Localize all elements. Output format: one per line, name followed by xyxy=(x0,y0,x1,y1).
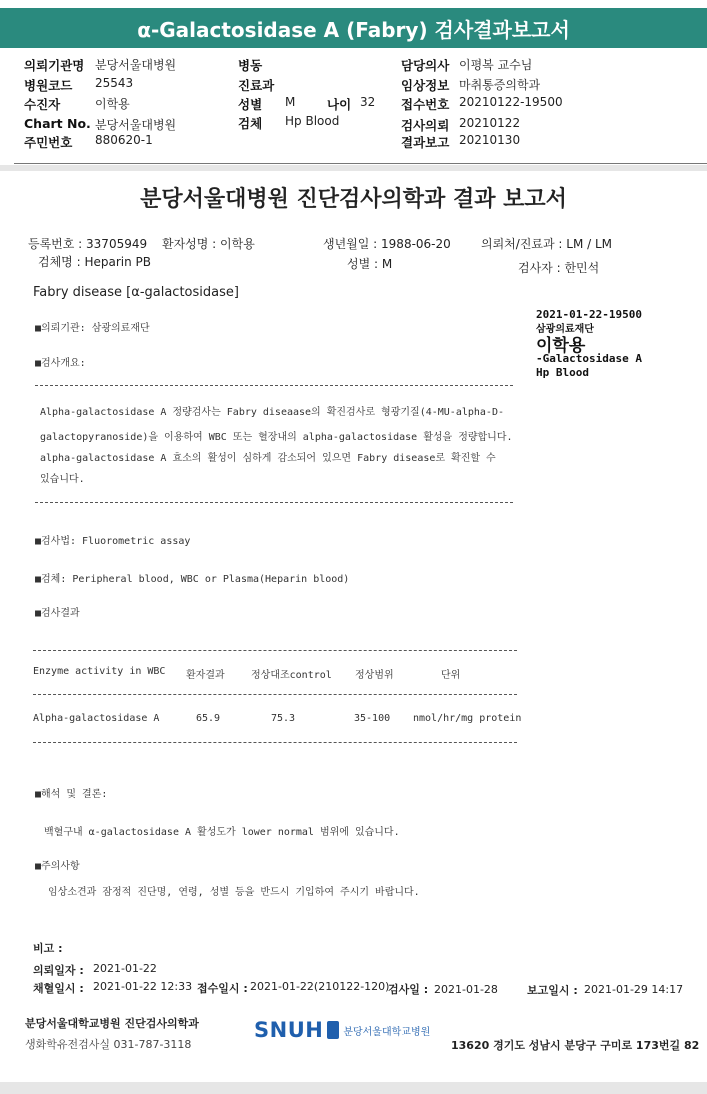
lab-phone: 생화학유전검사실 031-787-3118 xyxy=(25,1038,192,1051)
header-divider xyxy=(14,163,707,164)
result-report-label: 결과보고 xyxy=(401,135,450,150)
table-header-unit: 단위 xyxy=(441,670,461,681)
logo-mark-icon xyxy=(327,1021,339,1039)
hospital-code-value: 25543 xyxy=(95,76,134,90)
interpretation-heading: ■해석 및 결론: xyxy=(35,789,108,800)
logo-text: SNUH xyxy=(254,1018,324,1042)
report-header-title: α-Galactosidase A (Fabry) 검사결과보고서 xyxy=(0,8,707,48)
table-cell-normal-range: 35-100 xyxy=(354,713,391,724)
table-cell-unit: nmol/hr/mg protein xyxy=(413,713,522,724)
collection-time-label: 채혈일시 : xyxy=(33,982,84,995)
date-of-birth: 생년월일 : 1988-06-20 xyxy=(323,237,451,251)
method-section: ■검사법: Fluorometric assay xyxy=(35,536,191,547)
receipt-no-value: 20210122-19500 xyxy=(459,95,563,109)
patient-value: 이학용 xyxy=(95,97,130,111)
request-date-value: 2021-01-22 xyxy=(93,962,157,975)
sex-value: M xyxy=(285,95,296,109)
table-cell-normal-control: 75.3 xyxy=(271,713,296,724)
hospital-code-label: 병원코드 xyxy=(24,78,73,93)
patient-name: 환자성명 : 이학용 xyxy=(162,237,255,251)
result-heading: ■검사결과 xyxy=(35,608,80,619)
report-time-label: 보고일시 : xyxy=(527,984,578,997)
page-separator xyxy=(0,165,707,171)
resident-no-value: 880620-1 xyxy=(95,133,153,147)
overview-line: galactopyranoside)을 이용하여 WBC 또는 혈장내의 alpha-galactosidase 활성을 정량합니다. xyxy=(40,432,513,443)
test-date-label: 검사일 : xyxy=(388,983,429,996)
table-header-rule xyxy=(33,694,517,695)
logo-subtext: 분당서울대학교병원 xyxy=(343,1026,431,1038)
clinical-info-label: 임상정보 xyxy=(401,78,450,93)
doctor-value: 이평복 교수님 xyxy=(459,58,533,72)
caution-heading: ■주의사항 xyxy=(35,861,80,872)
sex-label: 성별 xyxy=(238,97,263,112)
divider xyxy=(35,385,513,386)
table-header-patient-result: 환자결과 xyxy=(186,670,225,681)
institution-section: ■의뢰기관: 삼광의료재단 xyxy=(35,323,150,334)
age-label: 나이 xyxy=(327,97,352,112)
doctor-label: 담당의사 xyxy=(401,58,450,73)
specimen-section: ■검체: Peripheral blood, WBC or Plasma(Heparin blood) xyxy=(35,574,350,585)
specimen-name: 검체명 : Heparin PB xyxy=(38,255,151,269)
snuh-logo xyxy=(254,1018,430,1042)
age-value: 32 xyxy=(360,95,376,109)
receipt-no-label: 접수번호 xyxy=(401,97,450,112)
table-cell-enzyme: Alpha-galactosidase A xyxy=(33,713,160,724)
specimen-value: Hp Blood xyxy=(285,114,340,128)
test-request-label: 검사의뢰 xyxy=(401,118,450,133)
patient-sex: 성별 : M xyxy=(347,257,393,271)
institution-value: 분당서울대병원 xyxy=(95,58,177,72)
requesting-department: 의뢰처/진료과 : LM / LM xyxy=(481,237,613,251)
overview-line: Alpha-galactosidase A 정량검사는 Fabry diseaase의 확진검사로 형광기질(4-MU-alpha-D- xyxy=(40,407,504,418)
collection-time-value: 2021-01-22 12:33 xyxy=(93,980,193,993)
organization-name: 분당서울대학교병원 진단검사의학과 xyxy=(25,1017,199,1030)
examiner: 검사자 : 한민석 xyxy=(518,261,600,275)
institution-label: 의뢰기관명 xyxy=(24,58,85,73)
clinical-info-value: 마취통증의학과 xyxy=(459,78,541,92)
result-report-value: 20210130 xyxy=(459,133,521,147)
caution-text: 임상소견과 잠정적 진단명, 연령, 성별 등을 반드시 기입하여 주시기 바랍니다. xyxy=(48,887,420,898)
resident-no-label: 주민번호 xyxy=(24,135,73,150)
specimen-label: 검체 xyxy=(238,116,263,131)
chart-no-label: Chart No. xyxy=(24,116,91,131)
test-title: Fabry disease [α-galactosidase] xyxy=(33,285,239,300)
table-bottom-rule xyxy=(33,742,517,743)
stamp-lab-name: 삼광의료재단 xyxy=(536,324,594,335)
patient-label: 수진자 xyxy=(24,97,61,112)
request-date-label: 의뢰일자 : xyxy=(33,964,84,977)
ward-label: 병동 xyxy=(238,58,263,73)
overview-line: alpha-galactosidase A 효소의 활성이 심하게 감소되어 있으면 Fabry disease로 확진할 수 xyxy=(40,453,496,464)
overview-heading: ■검사개요: xyxy=(35,358,86,369)
divider xyxy=(35,502,513,503)
overview-line: 있습니다. xyxy=(40,474,85,485)
department-label: 진료과 xyxy=(238,78,275,93)
test-request-value: 20210122 xyxy=(459,116,521,130)
registration-number: 등록번호 : 33705949 xyxy=(28,237,148,251)
stamp-receipt-number: 2021-01-22-19500 xyxy=(536,308,642,321)
table-top-rule xyxy=(33,650,517,651)
interpretation-text: 백혈구내 α-galactosidase A 활성도가 lower normal 범위에 있습니다. xyxy=(44,827,400,838)
remarks-label: 비고 : xyxy=(33,942,63,955)
stamp-test-name: -Galactosidase A xyxy=(536,352,642,365)
address: 13620 경기도 성남시 분당구 구미로 173번길 82 xyxy=(451,1039,700,1052)
stamp-patient-name: 이학용 xyxy=(536,336,586,356)
page-bottom-band xyxy=(0,1082,707,1094)
receipt-time-value: 2021-01-22(210122-120) xyxy=(250,980,390,993)
receipt-time-label: 접수일시 : xyxy=(197,982,248,995)
chart-no-value: 분당서울대병원 xyxy=(95,118,177,132)
table-header-normal-control: 정상대조control xyxy=(251,670,332,681)
stamp-specimen: Hp Blood xyxy=(536,366,589,379)
report-time-value: 2021-01-29 14:17 xyxy=(584,983,684,996)
table-header-normal-range: 정상범위 xyxy=(355,670,394,681)
table-cell-patient-result: 65.9 xyxy=(196,713,221,724)
table-header-enzyme: Enzyme activity in WBC xyxy=(33,666,166,677)
report-title: 분당서울대병원 진단검사의학과 결과 보고서 xyxy=(140,187,567,212)
test-date-value: 2021-01-28 xyxy=(434,983,498,996)
